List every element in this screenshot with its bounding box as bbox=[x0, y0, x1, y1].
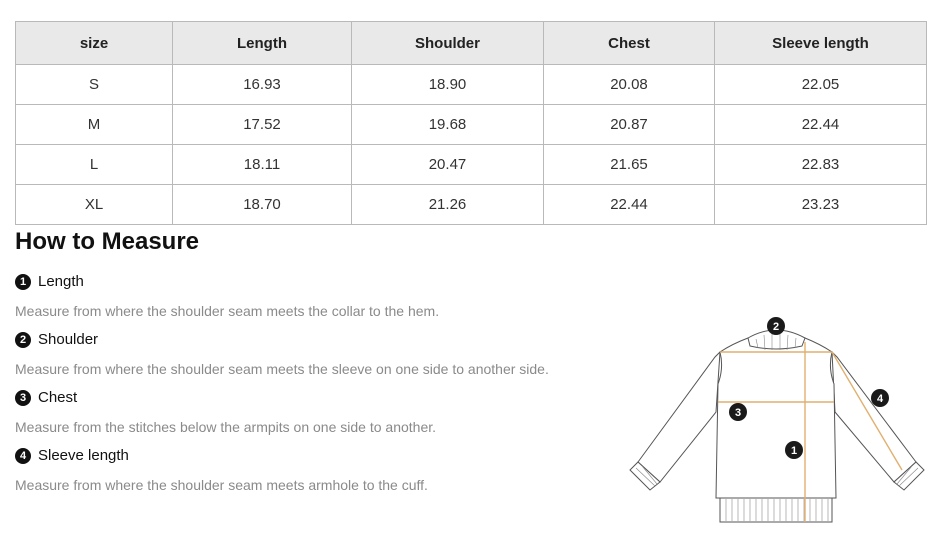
cell-length: 18.70 bbox=[173, 185, 352, 225]
marker-3-icon bbox=[729, 403, 747, 421]
header-cell-shoulder: Shoulder bbox=[352, 22, 544, 65]
cell-chest: 22.44 bbox=[544, 185, 715, 225]
measure-item-description: Measure from where the shoulder seam meets the collar to the hem. bbox=[15, 303, 440, 319]
cell-shoulder: 18.90 bbox=[352, 65, 544, 105]
cell-size: S bbox=[16, 65, 173, 105]
measure-item-label: Chest bbox=[38, 389, 78, 406]
cell-size: M bbox=[16, 105, 173, 145]
svg-text:3: 3 bbox=[734, 407, 742, 419]
cell-shoulder: 19.68 bbox=[352, 105, 544, 145]
measure-item-label: Length bbox=[38, 273, 84, 290]
measure-item-description: Measure from the stitches below the armpits on one side to another. bbox=[15, 419, 437, 435]
measure-item-label: Sleeve length bbox=[38, 447, 129, 464]
header-cell-chest: Chest bbox=[544, 22, 715, 65]
number-1-icon: 1 bbox=[15, 274, 31, 290]
svg-text:1: 1 bbox=[790, 445, 798, 457]
sweater-measurement-diagram bbox=[620, 312, 930, 532]
table-row bbox=[16, 65, 927, 105]
cell-shoulder: 20.47 bbox=[352, 145, 544, 185]
cell-length: 18.11 bbox=[173, 145, 352, 185]
cell-sleeve-length: 22.05 bbox=[715, 65, 927, 105]
cell-chest: 20.08 bbox=[544, 65, 715, 105]
cell-chest: 20.87 bbox=[544, 105, 715, 145]
how-to-measure-title: How to Measure bbox=[15, 228, 200, 255]
cell-sleeve-length: 22.44 bbox=[715, 105, 927, 145]
cell-shoulder: 21.26 bbox=[352, 185, 544, 225]
header-cell-length: Length bbox=[173, 22, 352, 65]
svg-text:4: 4 bbox=[876, 393, 884, 405]
header-cell-size: size bbox=[16, 22, 173, 65]
measure-item-description: Measure from where the shoulder seam meets the sleeve on one side to another side. bbox=[15, 361, 549, 377]
cell-sleeve-length: 22.83 bbox=[715, 145, 927, 185]
table-header-row bbox=[16, 22, 927, 65]
number-3-icon: 3 bbox=[15, 390, 31, 406]
cell-sleeve-length: 23.23 bbox=[715, 185, 927, 225]
number-2-icon: 2 bbox=[15, 332, 31, 348]
table-row bbox=[16, 105, 927, 145]
size-chart-table bbox=[15, 21, 927, 225]
measure-item-label: Shoulder bbox=[38, 331, 99, 348]
measure-item-sleeve-length-heading bbox=[15, 447, 129, 464]
cell-length: 16.93 bbox=[173, 65, 352, 105]
measure-item-shoulder-heading bbox=[15, 331, 98, 348]
measure-item-chest-heading bbox=[15, 389, 77, 406]
marker-2-icon bbox=[767, 317, 785, 335]
marker-1-icon bbox=[785, 441, 803, 459]
cell-chest: 21.65 bbox=[544, 145, 715, 185]
marker-4-icon bbox=[871, 389, 889, 407]
measure-item-description: Measure from where the shoulder seam meets armhole to the cuff. bbox=[15, 477, 428, 493]
measure-item-length-heading bbox=[15, 273, 84, 290]
svg-text:2: 2 bbox=[772, 321, 780, 333]
cell-size: L bbox=[16, 145, 173, 185]
header-cell-sleeve-length: Sleeve length bbox=[715, 22, 927, 65]
table-row bbox=[16, 185, 927, 225]
cell-length: 17.52 bbox=[173, 105, 352, 145]
table-row bbox=[16, 145, 927, 185]
cell-size: XL bbox=[16, 185, 173, 225]
number-4-icon: 4 bbox=[15, 448, 31, 464]
